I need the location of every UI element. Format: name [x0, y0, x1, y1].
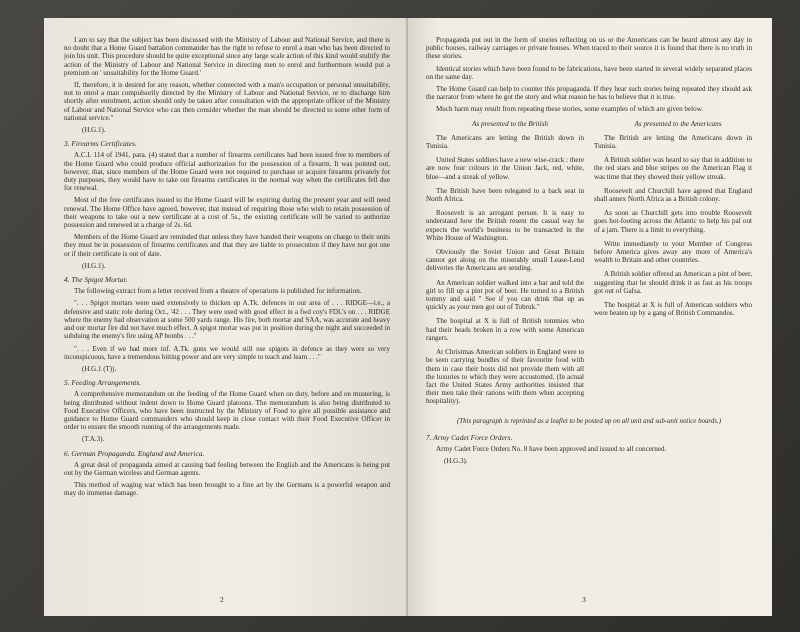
british-story: An American soldier walked into a bar and told the girl to fill up a pint pot of beer. He turned to a British tommy and said " See if you can drink that up as quickly as your men got out of Tobruk." — [426, 278, 584, 312]
american-column-heading: As presented to the Americans — [634, 119, 722, 128]
spigot-quote-2: ". . . Even if we had more inf. A.Tk. guns we would still use spigots in defence as they were so very inconspicuous, have a tremendous hitting power and are very simple to teach and learn . . ." — [64, 344, 390, 361]
propaganda-paragraph-3: Propaganda put out in the form of stories reflecting on us or the Americans can be heard almost any day in public houses, railway carriages or private houses. When traced to their source it is found that there is no truth in these stories. — [426, 36, 752, 61]
american-story: Roosevelt and Churchill have agreed that England shall annex North Africa as a British colony. — [594, 186, 752, 204]
american-story: The hospital at X is full of American soldiers who were beaten up by a gang of British Commandos. — [594, 301, 752, 318]
right-page — [408, 18, 772, 616]
british-story: The British have been relegated to a back seat in North Africa. — [426, 186, 584, 204]
american-column — [594, 118, 752, 412]
section-heading-firearms: 3. Firearms Certificates. — [64, 139, 137, 149]
reference-code: (H.G.1). — [82, 126, 106, 135]
section-heading-feeding: 5. Feeding Arrangements. — [64, 378, 142, 388]
intro-paragraph-2: If, therefore, it is desired for any reason, whether connected with a man's occupation or personal unsuitability, not to enrol a man compulsorily directed by the Ministry of Labour and National Service, or to discharge him shortly after enrolment, action should only be taken after consultation with the appropriate officer of the Ministry of Labour and National Service who can then consider whether the man should be directed to some other form of national service." — [64, 81, 390, 122]
propaganda-paragraph-1: A great deal of propaganda aimed at causing bad feeling between the English and the Americans is being put out by the German wireless and German agents. — [64, 460, 390, 477]
page-number: 2 — [220, 595, 224, 604]
open-booklet — [44, 18, 772, 616]
propaganda-paragraph-2: This method of waging war which has been brought to a fine art by the Germans is a powerful weapon and may do immense damage. — [64, 481, 390, 498]
american-story: As soon as Churchill gets into trouble Roosevelt goes hot-footing across the Atlantic to help his pal out of a jam. There is a limit to everything. — [594, 209, 752, 234]
british-column-heading: As presented to the British — [472, 119, 548, 128]
propaganda-paragraph-6: Much harm may result from repeating these stories, some examples of which are given below. — [436, 105, 704, 114]
army-cadet-paragraph: Army Cadet Force Orders No. 8 have been approved and issued to all concerned. — [436, 444, 667, 453]
spigot-paragraph-1: The following extract from a letter received from a theatre of operations is published for information. — [74, 287, 362, 296]
left-page — [44, 18, 408, 616]
leaflet-note: (This paragraph is reprinted as a leaflet to be posted up on all unit and sub-unit notice boards.) — [456, 417, 721, 425]
feeding-paragraph-1: A comprehensive memorandum on the feeding of the Home Guard when on duty, before and on mustering, is being distributed without indent down to Home Guard platoons. The memorandum is also being distributed to Food Executive Officers, who have been instructed by the Ministry of Food to give all possible assistance and guidance to Home Guard commanders who should keep in close contact with their Food Executive Officer in order to ensure the smooth running of the arrangements made. — [64, 390, 390, 432]
british-story: United States soldiers have a new wise-crack : there are now four colours in the Union Jack, red, white, blue—and a streak of yellow. — [426, 156, 584, 181]
american-story: A British soldier was heard to say that in addition to the red stars and blue stripes on the American Flag it was time that they showed their yellow streak. — [594, 156, 752, 181]
american-story: Write immediately to your Member of Congress before America gives away any more of America's wealth to Britain and other countries. — [594, 239, 752, 265]
firearms-paragraph-1: A.C.I. 114 of 1941, para. (4) stated that a number of firearms certificates had been issued free to members of the Home Guard who could produce official authorization for the possession of a firearm. It was pointed out, however, that, since members of the Home Guard were not required to purchase or acquire firearms privately for duty purposes, they would have to take out firearms certificates in the normal way when the certificates fell due for renewal. — [64, 151, 390, 193]
british-column — [426, 118, 584, 412]
section-heading-propaganda: 6. German Propaganda. England and America. — [64, 448, 205, 458]
page-number: 3 — [582, 595, 586, 604]
british-story: The Americans are letting the British down in Tunisia. — [426, 133, 584, 151]
british-story: The hospital at X is full of British tommies who had their heads broken in a row with some American rangers. — [426, 317, 584, 342]
reference-code: (H.G.1 (T)). — [82, 364, 117, 373]
british-story: At Christmas American soldiers in England were to be seen carrying bundles of their favourite food with them in case their hosts did not provide them with all the luxuries to which they were accustomed. (In actual fact the United States Army authorities insisted that their men take their rations with them when accepting hospitality). — [426, 348, 584, 406]
section-heading-army-cadet: 7. Army Cadet Force Orders. — [426, 432, 513, 442]
british-story: Roosevelt is an arrogant person. It is easy to understand how the British resent the casual way he expects the world's business to be transacted in the White House of Washington. — [426, 209, 584, 242]
american-story: A British soldier offered an American a pint of beer, suggesting that he should drink it as fast as his troops got out of Gafsa. — [594, 270, 752, 295]
british-story: Obviously the Soviet Union and Great Britain cannot get along on the miserably small Lease-Lend deliveries the Americans are sending. — [426, 248, 584, 273]
propaganda-paragraph-5: The Home Guard can help to counter this propaganda. If they hear such stories being repeated they should ask the narrator from where he got the story and what reason he has to believe that it is true. — [426, 85, 752, 102]
propaganda-paragraph-4: Identical stories which have been found to be fabrications, have been started in several widely separated places on the same day. — [426, 64, 752, 81]
reference-code: (H.G.1). — [82, 261, 106, 270]
spigot-quote-1: ". . . Spigot mortars were used extensively to thicken up A.Tk. defences in our area of . . . RIDGE—i.e., a defensive and static role during Oct., '42 . . . They were used with good effect in a fwd coy's FDL's on . . . RIDGE where the enemy had observation at some 500 yards range. His fire, both mortar and SAA, was accurate and heavy and our mortar fire did not have much effect. A spigot mortar was put in position during the night and succeeded in subduing the enemy's fire using AP bombs . . ." — [64, 299, 390, 341]
intro-paragraph-1: I am to say that the subject has been discussed with the Ministry of Labour and National Service, and there is no doubt that a Home Guard battalion commander has the right to refuse to enrol a man who has been directed to join his unit. This procedure should be quite exceptional since any large scale action of this kind would stultify the action of the Ministry of Labour and National Service in directing men to enrol and furthermore would put a premium on ' unsuitability for the Home Guard.' — [64, 36, 390, 77]
comparison-columns — [426, 118, 752, 412]
section-heading-spigot-mortar: 4. The Spigot Mortar. — [64, 275, 128, 285]
reference-code: (H.G.3). — [444, 456, 468, 465]
american-story: The British are letting the Americans down in Tunisia. — [594, 133, 752, 151]
firearms-paragraph-3: Members of the Home Guard are reminded that unless they have handed their weapons on charge to their units they must be in possession of firearms certificates and that they are liable to prosecution if they have not got one or if their certificate is out of date. — [64, 233, 390, 258]
firearms-paragraph-2: Most of the free certificates issued to the Home Guard will be expiring during the present year and will need renewal. The Home Office have agreed, however, that instead of requiring those who wish to retain possession of their weapons to take out a new certificate at a cost of 5s., the existing certificate will be varied to authorize possession and renewed at a charge of 2s. 6d. — [64, 196, 390, 230]
reference-code: (T.A.3). — [82, 435, 105, 444]
